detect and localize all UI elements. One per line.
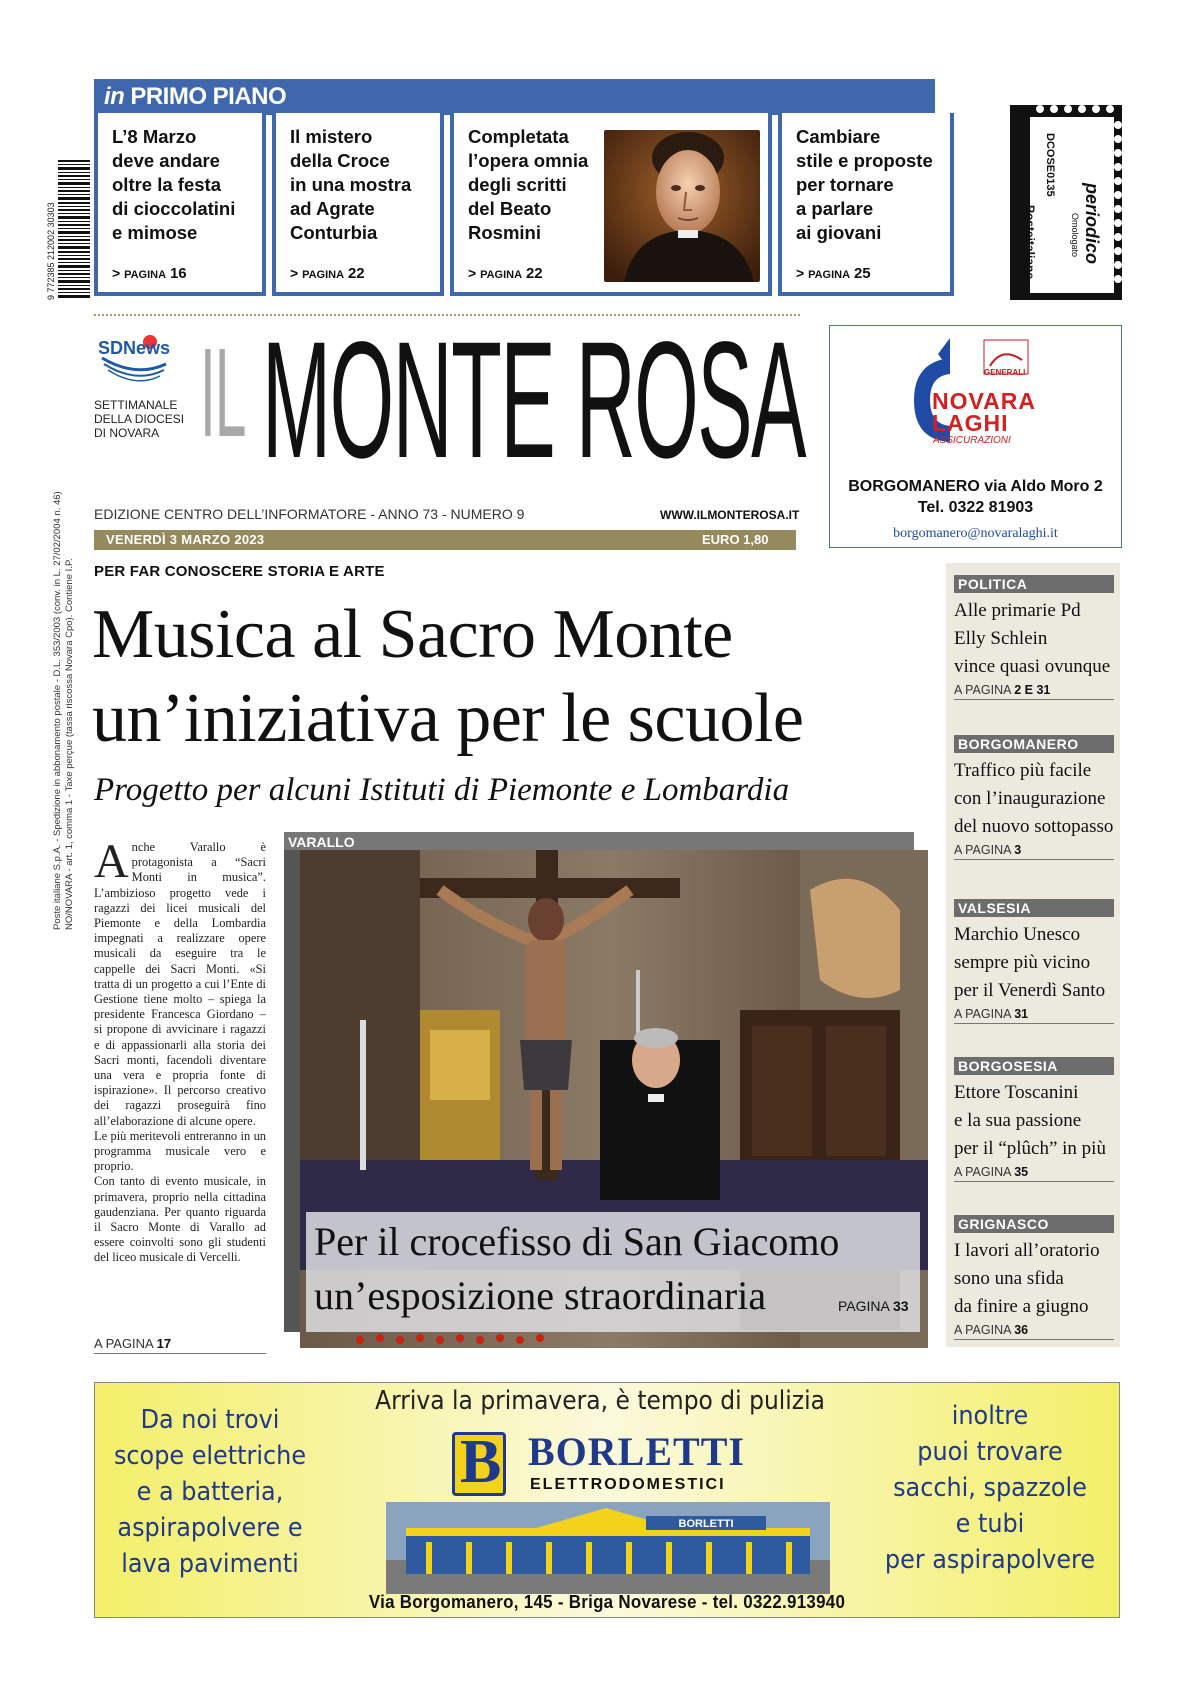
- postage-stamp: [1010, 105, 1122, 300]
- photo-label-bar: [284, 832, 914, 850]
- postal-notice-line: Poste italiane S.p.A. - Spedizione in abbonamento postale - D.L. 353/2003 (conv. in L. 27/02/2004 n. 46): [52, 491, 63, 930]
- story-paragraph: Con tanto di evento musicale, in primavera, proprio nella cittadina gaudenziana. Per quanto riguarda il Sacro Monte di Varallo ad essere coinvolti sono gli studenti del liceo musicale di Vercelli.: [94, 1174, 266, 1265]
- masthead-subtitle: SETTIMANALE DELLA DIOCESI DI NOVARA: [94, 398, 185, 440]
- edition-info: EDIZIONE CENTRO DELL’INFORMATORE - ANNO 73 - NUMERO 9: [94, 506, 525, 522]
- story-body: [94, 835, 266, 1266]
- primo-piano-title: PRIMO PIANO: [130, 83, 287, 110]
- borletti-ad-left-text: Da noi trovi scope elettriche e a batteria, aspirapolvere e lava pavimenti: [113, 1405, 307, 1579]
- story-subheadline: Progetto per alcuni Istituti di Piemonte e Lombardia: [94, 772, 790, 808]
- sidebar-page-ref: A PAGINA 3: [954, 843, 1114, 860]
- sidebar-page-ref: A PAGINA 2 E 31: [954, 683, 1114, 700]
- primo-piano-item[interactable]: [272, 113, 444, 296]
- stamp-omologato: Omologato: [1070, 213, 1080, 258]
- borletti-brand: BORLETTI: [528, 1429, 745, 1474]
- ad-email-link[interactable]: borgomanero@novaralaghi.it: [893, 526, 1058, 541]
- issue-date: VENERDÌ 3 MARZO 2023: [106, 532, 265, 547]
- sidebar-headline: I lavori all’oratorio sono una sfida da finire a giugno: [954, 1240, 1100, 1317]
- novara-laghi-brand-line2: LAGHI: [932, 410, 1009, 436]
- photo-caption-line1[interactable]: Per il crocefisso di San Giacomo: [314, 1219, 840, 1264]
- store-sign-text: BORLETTI: [678, 1518, 734, 1530]
- sidebar-section-label: BORGOSESIA: [954, 1057, 1114, 1075]
- masthead-title: MONTE ROSA: [262, 308, 805, 493]
- sidebar-section-label: VALSESIA: [954, 899, 1114, 917]
- sdnews-logo-text: SDNews: [98, 338, 171, 358]
- photo-caption-line2[interactable]: un’esposizione straordinaria: [314, 1273, 767, 1318]
- stamp-posteitaliane: Posteitaliane: [1023, 205, 1037, 280]
- issue-price: EURO 1,80: [702, 532, 769, 547]
- sidebar-headline: Ettore Toscanini e la sua passione per il “plûch” in più: [954, 1082, 1106, 1159]
- sidebar-item[interactable]: [954, 735, 1114, 860]
- sidebar-section-label: GRIGNASCO: [954, 1215, 1114, 1233]
- sidebar-headline: Traffico più facile con l’inaugurazione del nuovo sottopasso: [954, 760, 1114, 837]
- primo-piano-item-page: > PAGINA 16: [112, 265, 187, 282]
- sidebar-headline: Alle primarie Pd Elly Schlein vince quasi ovunque: [954, 600, 1111, 677]
- primo-piano-prefix: in: [104, 83, 125, 110]
- sidebar-page-ref: A PAGINA 35: [954, 1165, 1114, 1182]
- borletti-logo-icon: B: [452, 1432, 506, 1496]
- postal-notice: [52, 491, 76, 930]
- rosmini-portrait-image: [604, 130, 760, 282]
- primo-piano-heading: [104, 83, 286, 111]
- stamp-code: DCOSE0135: [1044, 133, 1056, 197]
- sidebar-headline: Marchio Unesco sempre più vicino per il Venerdì Santo: [954, 924, 1106, 1001]
- sidebar: [946, 563, 1120, 1347]
- primo-piano-item-page: > PAGINA 22: [468, 265, 543, 282]
- postal-notice-line: NO/NOVARA - art. 1, comma 1 - Taxe perçue (tassa riscossa Novara Cpo). Contiene I.P.: [64, 558, 75, 930]
- sidebar-page-ref: A PAGINA 31: [954, 1007, 1114, 1024]
- barcode-number: 9 772385 212002 30303: [46, 202, 56, 300]
- sidebar-item[interactable]: [954, 1215, 1114, 1340]
- generali-logo-text: GENERALI: [984, 368, 1026, 377]
- story-headline-line2[interactable]: un’iniziativa per le scuole: [92, 680, 804, 757]
- primo-piano-item-title: L’8 Marzo deve andare oltre la festa di cioccolatini e mimose: [112, 126, 236, 243]
- story-kicker: PER FAR CONOSCERE STORIA E ARTE: [94, 563, 385, 580]
- borletti-brand-subtitle: ELETTRODOMESTICI: [530, 1476, 726, 1493]
- photo-page-ref[interactable]: PAGINA 33: [838, 1298, 909, 1314]
- primo-piano-item-title: Cambiare stile e proposte per tornare a parlare ai giovani: [796, 126, 933, 243]
- primo-piano-item-page: > PAGINA 25: [796, 265, 871, 282]
- sidebar-page-ref: A PAGINA 36: [954, 1323, 1114, 1340]
- sidebar-section-label: POLITICA: [954, 575, 1114, 593]
- ad-address: BORGOMANERO via Aldo Moro 2: [848, 478, 1103, 495]
- novara-laghi-brand-line1: NOVARA: [932, 388, 1036, 414]
- borletti-store-image: [386, 1502, 830, 1594]
- primo-piano-item[interactable]: [778, 113, 954, 296]
- story-headline[interactable]: Musica al Sacro Monte: [92, 596, 733, 673]
- primo-piano-item-page: > PAGINA 22: [290, 265, 365, 282]
- primo-piano-item-title: Completata l’opera omnia degli scritti del Beato Rosmini: [468, 126, 589, 243]
- sidebar-item[interactable]: [954, 1057, 1114, 1182]
- photo-location-label: VARALLO: [288, 834, 355, 850]
- primo-piano-item[interactable]: [94, 113, 266, 296]
- story-paragraph: nche Varallo è protagonista a “Sacri Monti in musica”. L’ambizioso progetto vede i ragazzi dei licei musicali del Piemonte e della Lombardia impegnati a realizzare opere musicali da eseguire tra le cappelle dei Sacri Monti. «Si tratta di un progetto a cui l’Ente di Gestione tiene molto – spiega la presidente Francesca Giordano – si propone di avvicinare i ragazzi e di appassionarli alla storia dei Sacri monti, facendoli diventare una vera e propria fonte di ispirazione». Il percorso creativo dei ragazzi proseguirà fino all’elaborazione di alcune opere.: [94, 840, 266, 1128]
- sidebar-section-label: BORGOMANERO: [954, 735, 1114, 753]
- borletti-ad-headline: Arriva la primavera, è tempo di pulizia: [375, 1386, 825, 1416]
- borletti-ad-address: Via Borgomanero, 145 - Briga Novarese - tel. 0322.913940: [368, 1592, 846, 1612]
- stamp-periodico: periodico: [1082, 183, 1102, 265]
- barcode-icon: [58, 160, 90, 300]
- drop-cap: A: [94, 835, 129, 888]
- sidebar-item[interactable]: [954, 899, 1114, 1024]
- masthead-il: IL: [200, 322, 246, 463]
- ad-phone: Tel. 0322 81903: [917, 499, 1034, 516]
- primo-piano-item-title: Il mistero della Croce in una mostra ad Agrate Conturbia: [290, 126, 412, 243]
- sidebar-item[interactable]: [954, 575, 1114, 700]
- story-paragraph: Le più meritevoli entreranno in un programma musicale vero e proprio.: [94, 1128, 266, 1174]
- borletti-ad-right-text: inoltre puoi trovare sacchi, spazzole e tubi per aspirapolvere: [884, 1401, 1096, 1575]
- story-page-ref[interactable]: A PAGINA 17: [94, 1336, 266, 1354]
- website-link[interactable]: WWW.ILMONTEROSA.IT: [660, 508, 800, 522]
- novara-laghi-brand-line3: ASSICURAZIONI: [933, 435, 1011, 446]
